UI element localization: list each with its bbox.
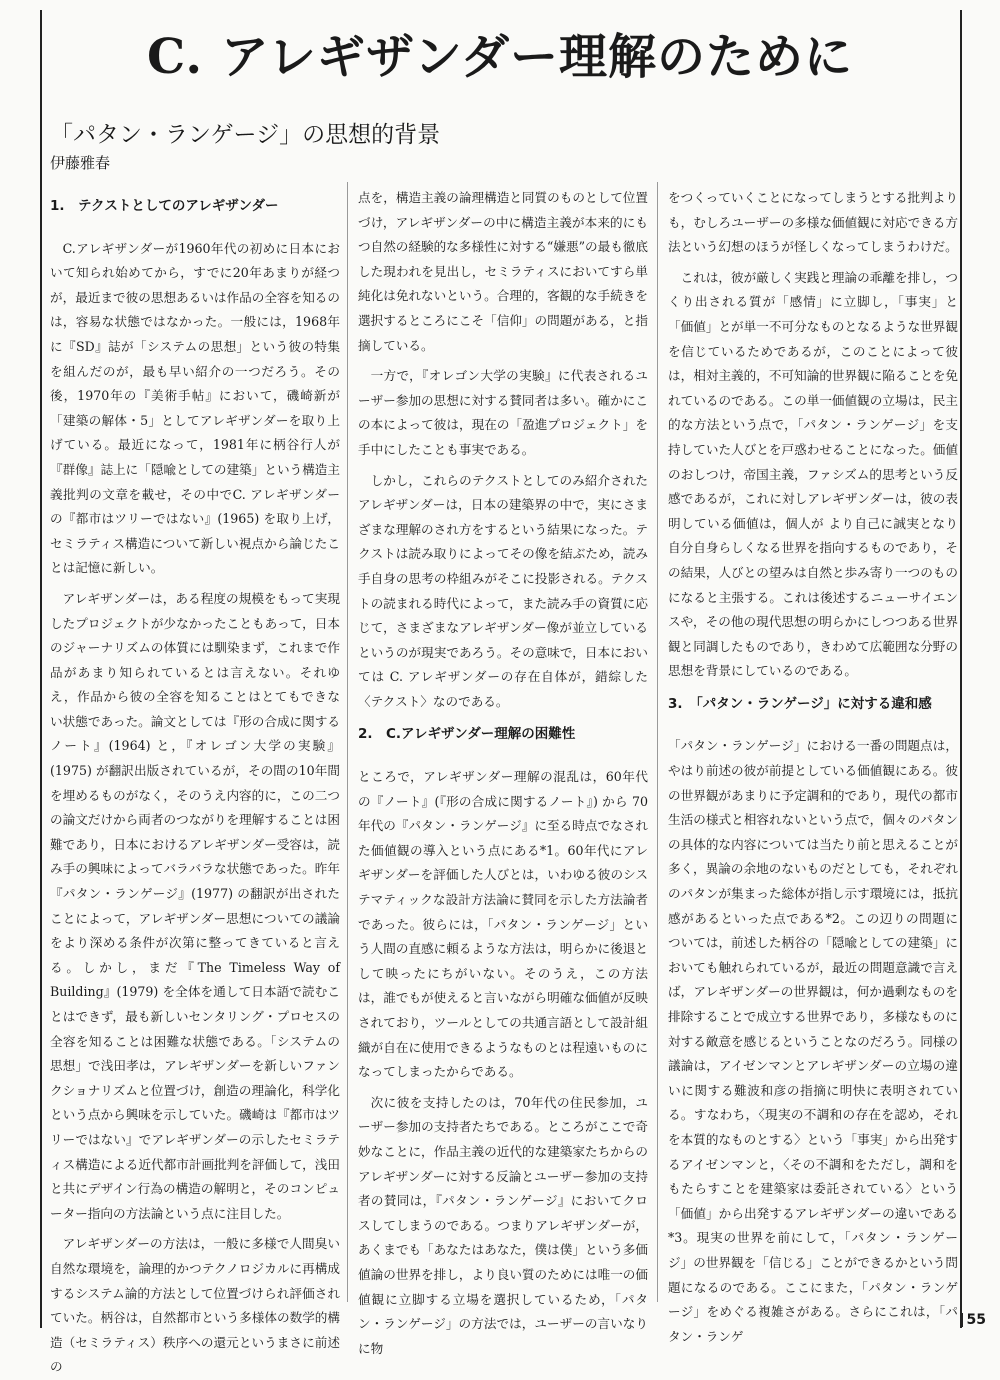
- page-number: [961, 1312, 986, 1328]
- section-heading-1: 1. テクストとしてのアレギザンダー: [50, 198, 279, 214]
- section-heading-2: 2. C.アレギザンダー理解の困難性: [358, 726, 576, 743]
- paragraph: をつくっていくことになってしまうとする批判よりも，むしろユーザーの多様な価値観に対応できる方法という幻想のほうが怪しくなってしまうわけだ。: [668, 190, 958, 255]
- article-title: 「パタン・ランゲージ」の思想的背景: [50, 122, 441, 148]
- column-2: [358, 186, 648, 1356]
- paragraph: アレギザンダーは，ある程度の規模をもって実現したプロジェクトが少なかったこともあって，日本のジャーナリズムの体質には馴染まず，これまで作品があまり知られているとは言えない。それゆえ，作品から彼の全容を知ることはとてもできない状態であった。論文としては『形の合成に関するノート』(1964) と，『オレゴン大学の実験』(1975) が翻訳出版されているが，その間の10年間を埋めるものがなく，そのうえ内容的に，この二つの論文だけから両者のつながりを理解することは困難であり，日本におけるアレギザンダー受容は，読み手の興味によってバラバラな状態であった。昨年『パタン・ランゲージ』(1977) の翻訳が出されたことによって，アレギザンダー思想についての議論をより深める条件が次第に整ってきていると言える。しかし，まだ『The Timeless Way of Building』(1979) を全体を通して日本語で読むことはできず，最も新しいセンタリング・プロセスの全容を知ることは困難な状態である。「システムの思想」で浅田孝は，アレギザンダーを新しいファンクショナリズムと位置づけ，創造の理論化，科学化という点から興味を示していた。磯崎は『都市はツリーではない』でアレギザンダーの示したセミラティス構造による近代都市計画批判を評価して，浅田と共にデザイン行為の構造の解明と，そのコンピューター指向の方法論という点に注目した。: [50, 590, 340, 1221]
- column-3: [668, 186, 958, 1344]
- paragraph: ところで，アレギザンダー理解の混乱は，60年代の『ノート』(『形の合成に関するノート』) から 70年代の『パタン・ランゲージ』に至る時点でなされた価値観の導入という点にある*1。60年代にアレギザンダーを評価した人びとは，いわゆる彼のシステマティックな設計方法論に賛同を示した方法論者であった。彼らには，「パタン・ランゲージ」という人間の直感に頼るような方法は，明らかに後退として映ったにちがいない。そのうえ，この方法は，誰でもが使えると言いながら明確な価値が反映されており，ツールとしての共通言語として設計組織が自在に使用できるようなものとは程遠いものになってしまったからである。: [358, 769, 648, 1080]
- paragraph: アレギザンダーの方法は，一般に多様で人間臭い自然な環境を，論理的かつテクノロジカルに再構成するシステム論的方法として位置づけられ評価されていた。柄谷は，自然都市という多様体の数学的構造（セミラティス）秩序への還元というまさに前述の: [50, 1236, 340, 1375]
- paragraph: これは，彼が厳しく実践と理論の乖離を排し，つくり出される質が「感情」に立脚し，「事実」と「価値」とが単一不可分なものとなるような世界観を信じているためであるが，このことによって彼は，相対主義的，不可知論的世界観に陥ることを免れているのである。この単一価値観の立場は，民主的な方法という点で，「パタン・ランゲージ」を支持していた人びとを戸惑わせることになった。価値のおしつけ，帝国主義，ファシズム的思考という反感であるが，これに対しアレギザンダーは，彼の表明している価値は，個人が より自己に誠実となり自分自身らしくなる世界を指向するものであり，その結果，人びとの望みは自然と歩み寄り一つのものになると主張する。これは後述するニューサイエンスや，その他の現代思想の明らかにしつつある世界観と同調したものであり，きわめて広範囲な分野の思想を背景にしているのである。: [668, 269, 958, 679]
- column-divider: [347, 182, 348, 1302]
- paragraph: 一方で，『オレゴン大学の実験』に代表されるユーザー参加の思想に対する賛同者は多い。確かにこの本によって彼は，現在の「盈進プロジェクト」を手中にしたことも事実である。: [358, 368, 648, 457]
- paragraph: 点を，構造主義の論理構造と同質のものとして位置づけ，アレギザンダーの中に構造主義が本来的にもつ自然の経験的な多様性に対する“嫌悪”の最も徹底した現われを見出し，セミラティスにおいてすら単純化は免れないという。合理的，客観的な手続きを選択するところにこそ「信仰」の問題がある，と指摘している。: [358, 190, 648, 353]
- paragraph: 「パタン・ランゲージ」における一番の問題点は，やはり前述の彼が前提としている価値観にある。彼の世界観があまりに予定調和的であり，現代の都市生活の様式と相容れないという点で，個々のパタンの具体的な内容については当たり前と思えることが多く，異論の余地のないものだとしても，それぞれのパタンが集まった総体が指し示す環境には，抵抗感があるといった点である*2。この辺りの問題については，前述した柄谷の「隠喩としての建築」においても触れられているが，最近の問題意識で言えば，アレギザンダーの世界観は，何か過剰なものを排除することで成立する世界であり，多様なものに対する敵意を感じるということなのだろう。同様の議論は，アイゼンマンとアレギザンダーの立場の違いに関する難波和彦の指摘に明快に表明されている。すなわち，〈現実の不調和の存在を認め，それを本質的なものとする〉という「事実」から出発するアイゼンマンと，〈その不調和をただし，調和をもたらすことを建築家は委託されている〉という「価値」から出発するアレギザンダーの違いである*3。現実の世界を前にして，「パタン・ランゲージ」の世界観を「信じる」ことができるかという問題になるのである。ここにまた，「パタン・ランゲージ」をめぐる複雑さがある。さらにこれは，「パタン・ランゲ: [668, 738, 958, 1344]
- page-number-bar: [961, 1313, 963, 1327]
- paragraph: 次に彼を支持したのは，70年代の住民参加，ユーザー参加の支持者たちである。ところがここで奇妙なことに，作品主義の近代的な建築家たちからのアレギザンダーに対する反論とユーザー参加の支持者の賛同は，『パタン・ランゲージ』においてクロスしてしまうのである。つまりアレギザンダーが，あくまでも「あなたはあなた，僕は僕」という多価値論の世界を排し，より良い質のためには唯一の価値観に立脚する立場を選択しているため，「パタン・ランゲージ」の方法では，ユーザーの言いなりに物: [358, 1094, 648, 1356]
- page-title: C. アレギザンダー理解のために: [147, 29, 853, 85]
- section-heading-3: 3. 「パタン・ランゲージ」に対する違和感: [668, 695, 932, 712]
- paragraph: しかし，これらのテクストとしてのみ紹介されたアレギザンダーは，日本の建築界の中で，実にさまざまな理解のされ方をするという結果になった。テクストは読み取りによってその像を結ぶため，読み手自身の思考の枠組みがそこに投影される。テクストの読まれる時代によって，また読み手の資質に応じて，さまざまなアレギザンダー像が並立しているというのが現実であろう。その意味で，日本においては C. アレギザンダーの存在自体が，錯綜した〈テクスト〉なのである。: [358, 472, 648, 709]
- paragraph: C.アレギザンダーが1960年代の初めに日本において知られ始めてから，すでに20年あまりが経つが，最近まで彼の思想あるいは作品の全容を知るのは，容易な状態ではなかった。一般には，1968年に『SD』誌が「システムの思想」という彼の特集を組んだのが，最も早い紹介の一つだろう。その後，1970年の『美術手帖』において，磯崎新が「建築の解体・5」としてアレギザンダーを取り上げている。最近になって，1981年に柄谷行人が『群像』誌上に「隠喩としての建築」という構造主義批判の文章を載せ，その中でC. アレギザンダーの『都市はツリーではない』(1965) を取り上げ，セミラティス構造について新しい視点から論じたことは記憶に新しい。: [50, 240, 340, 576]
- column-1: [50, 186, 340, 1375]
- column-divider: [657, 182, 658, 1302]
- author: 伊藤雅春: [50, 154, 111, 172]
- page-number-text: 55: [966, 1312, 986, 1328]
